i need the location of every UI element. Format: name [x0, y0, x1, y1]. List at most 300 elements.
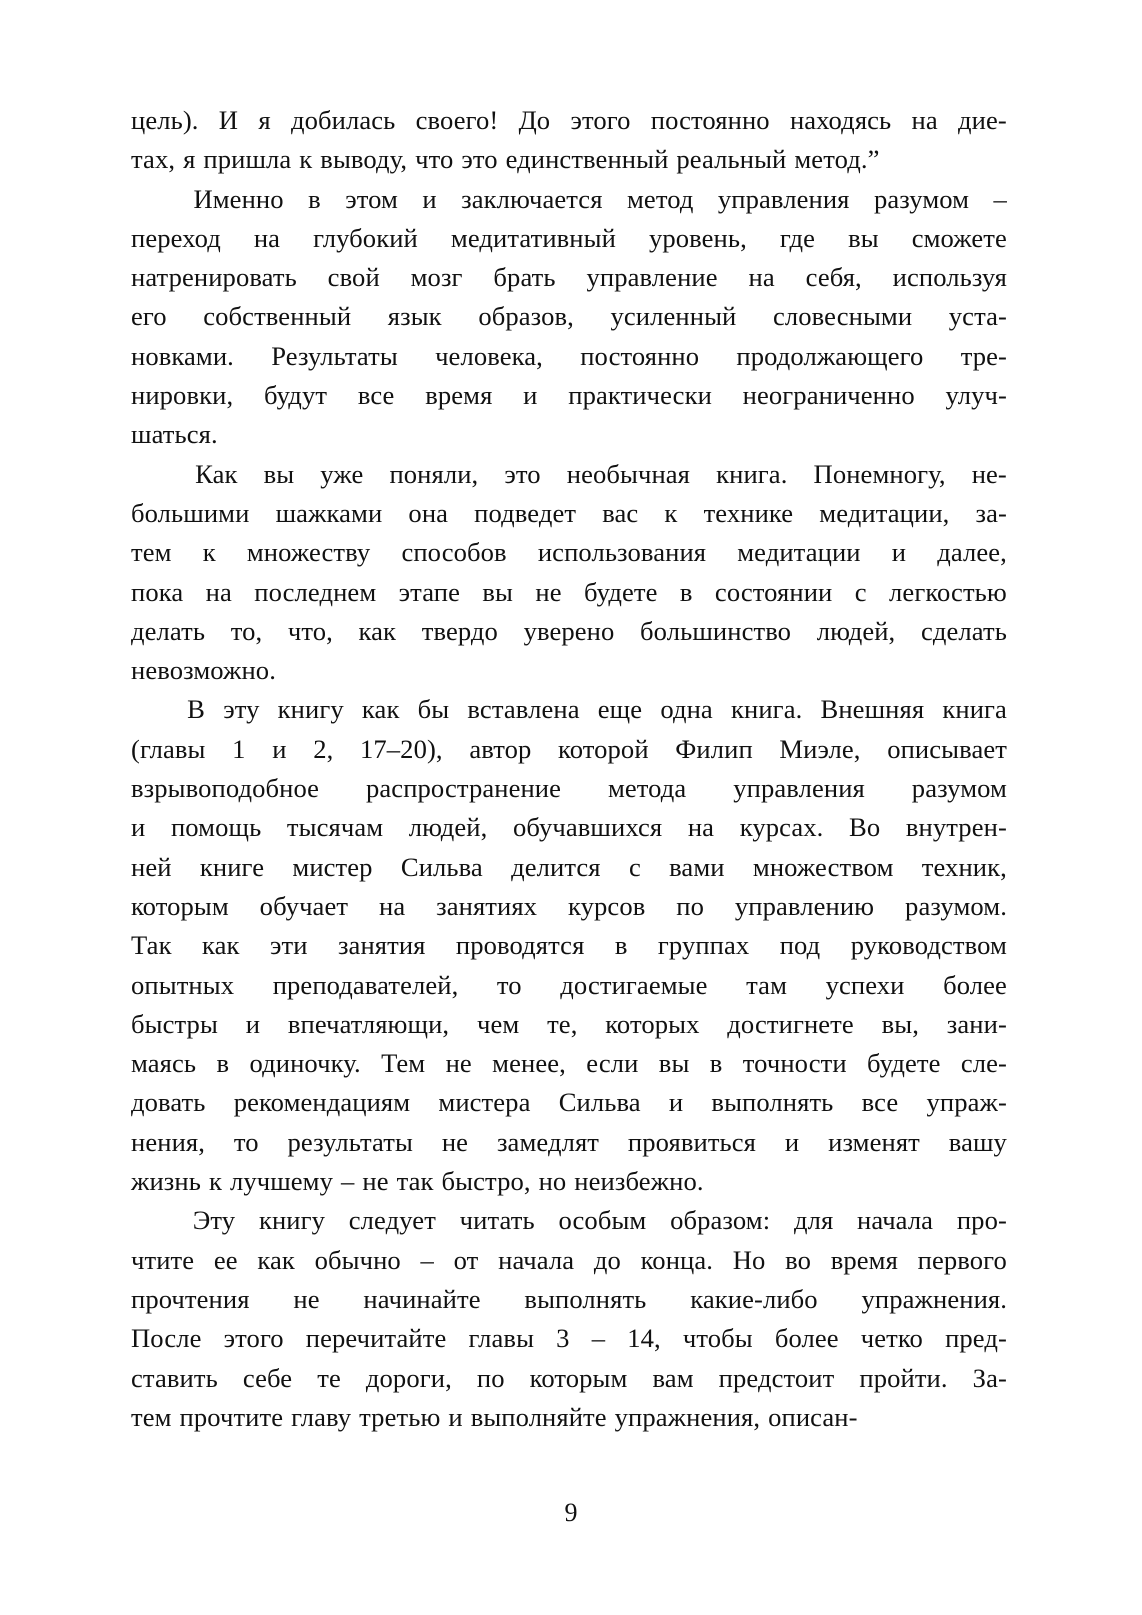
- word: в: [614, 930, 628, 961]
- word: медитации,: [819, 497, 950, 528]
- word: успехи: [825, 969, 905, 1000]
- word: которым: [529, 1362, 628, 1393]
- word: там: [746, 969, 788, 1000]
- word: эти: [269, 930, 308, 961]
- word: и: [668, 1087, 684, 1118]
- word: на: [687, 812, 715, 843]
- word: людей,: [816, 615, 896, 646]
- word: к: [664, 497, 678, 528]
- word: где: [779, 222, 816, 253]
- text-line: [131, 651, 1007, 690]
- word: выполнять: [524, 1283, 647, 1314]
- word: разумом: [911, 773, 1007, 804]
- word: книга.: [731, 694, 803, 725]
- word: обычно: [314, 1244, 401, 1275]
- word: неограниченно: [742, 380, 915, 411]
- word: язык: [387, 301, 442, 332]
- word: перечитайте: [305, 1323, 447, 1354]
- word: конца.: [640, 1244, 714, 1275]
- word: свой: [327, 262, 380, 293]
- word: взрывоподобное: [131, 773, 320, 804]
- word: использования: [537, 537, 707, 568]
- word: менее,: [492, 1048, 566, 1079]
- word: поняли,: [389, 458, 479, 489]
- text-line: [131, 180, 1007, 219]
- word: одна: [660, 694, 713, 725]
- word: тем: [131, 1401, 172, 1432]
- word: сможете: [911, 222, 1007, 253]
- word: вам: [652, 1362, 694, 1393]
- word: подведет: [474, 497, 577, 528]
- word: к: [208, 1166, 222, 1197]
- word: нения,: [131, 1126, 205, 1157]
- text-line: [131, 219, 1007, 258]
- word: более: [943, 969, 1007, 1000]
- text-line: [131, 258, 1007, 297]
- word: до: [593, 1244, 621, 1275]
- paragraph: [131, 690, 1007, 1201]
- word: продолжающего: [736, 340, 924, 371]
- word: тре-: [960, 340, 1007, 371]
- word: –: [420, 1244, 434, 1275]
- text-line: [131, 297, 1007, 336]
- word: нировки,: [131, 380, 234, 411]
- word: этого: [223, 1323, 284, 1354]
- word: жизнь: [131, 1166, 201, 1197]
- word: изменят: [828, 1126, 920, 1157]
- word: которых: [605, 1008, 700, 1039]
- word: Именно: [193, 183, 284, 214]
- word: достигаемые: [560, 969, 708, 1000]
- word: про-: [956, 1205, 1007, 1236]
- word: обучавшихся: [512, 812, 663, 843]
- word: распространение: [366, 773, 562, 804]
- word: выполняйте: [470, 1401, 607, 1432]
- word: неизбежно.: [574, 1166, 704, 1197]
- word: натренировать: [131, 262, 297, 293]
- word: какие-либо: [690, 1283, 818, 1314]
- word: во: [785, 1244, 811, 1275]
- word: которым: [131, 890, 229, 921]
- word: описывает: [887, 733, 1007, 764]
- word: делится: [511, 851, 601, 882]
- word: еще: [597, 694, 643, 725]
- text-line: [131, 140, 1007, 179]
- word: это: [504, 458, 541, 489]
- word: цель).: [131, 105, 199, 135]
- word: за-: [975, 497, 1007, 528]
- word: уровень,: [648, 222, 747, 253]
- word: и: [245, 1008, 261, 1039]
- word: прочтения: [131, 1283, 250, 1314]
- word: тем: [131, 537, 172, 568]
- word: большинство: [640, 615, 792, 646]
- word: как: [361, 694, 400, 725]
- word: книгу: [277, 694, 344, 725]
- word: 17–20),: [359, 733, 443, 764]
- word: разумом.: [905, 890, 1007, 921]
- word: образов,: [478, 301, 574, 332]
- word: на: [911, 105, 938, 135]
- word: Филип: [675, 733, 753, 764]
- word: образом:: [670, 1205, 771, 1236]
- word: результаты: [287, 1126, 413, 1157]
- word: 14,: [627, 1323, 661, 1354]
- word: множеством: [752, 851, 894, 882]
- word: упраж-: [926, 1087, 1007, 1118]
- word: особым: [558, 1205, 647, 1236]
- word: те,: [547, 1008, 578, 1039]
- word: и: [131, 812, 146, 843]
- word: Но: [732, 1244, 766, 1275]
- word: начинайте: [363, 1283, 481, 1314]
- word: читать: [459, 1205, 535, 1236]
- text-line: [131, 1241, 1007, 1280]
- word: Сильва: [400, 851, 483, 882]
- word: довать: [131, 1087, 206, 1118]
- word: руководством: [850, 930, 1007, 961]
- word: книга.: [716, 458, 788, 489]
- word: вы,: [881, 1008, 919, 1039]
- word: и: [784, 1126, 800, 1157]
- word: будут: [263, 380, 328, 411]
- text-line: [131, 1083, 1007, 1122]
- word: далее,: [937, 537, 1007, 568]
- word: автор: [469, 733, 532, 764]
- word: За-: [972, 1362, 1007, 1393]
- word: единственный: [505, 144, 669, 175]
- text-line: [131, 415, 1007, 454]
- text-line: [131, 573, 1007, 612]
- word: находясь: [789, 105, 892, 135]
- word: начала: [857, 1205, 934, 1236]
- word: множеству: [246, 537, 371, 568]
- word: Результаты: [271, 340, 398, 371]
- word: –: [591, 1323, 606, 1354]
- word: постоянно: [650, 105, 770, 135]
- text-line: [131, 376, 1007, 415]
- word: группах: [657, 930, 750, 961]
- word: занятия: [337, 930, 426, 961]
- word: будете: [584, 576, 658, 607]
- word: описан-: [768, 1401, 858, 1432]
- word: проявиться: [627, 1126, 757, 1157]
- word: замедлят: [496, 1126, 599, 1157]
- word: сле-: [960, 1048, 1007, 1079]
- word: быстры: [131, 1008, 218, 1039]
- word: вставлена: [467, 694, 580, 725]
- word: главы: [468, 1323, 535, 1354]
- word: уверено: [523, 615, 615, 646]
- word: большими: [131, 497, 250, 528]
- text-line: [131, 966, 1007, 1005]
- word: ней: [131, 851, 172, 882]
- word: вы: [658, 1048, 690, 1079]
- word: и: [891, 537, 907, 568]
- text-line: [131, 690, 1007, 729]
- word: мистер: [292, 851, 373, 882]
- word: я: [258, 105, 271, 135]
- word: твердо: [421, 615, 498, 646]
- word: проводятся: [455, 930, 585, 961]
- paragraph-indent: [131, 455, 169, 494]
- word: третью: [359, 1401, 441, 1432]
- word: обучает: [259, 890, 349, 921]
- word: под: [779, 930, 821, 961]
- word: себе: [242, 1362, 293, 1393]
- word: не: [293, 1283, 320, 1314]
- word: в: [679, 576, 693, 607]
- word: как: [202, 930, 240, 961]
- word: для: [793, 1205, 834, 1236]
- word: пока: [131, 576, 184, 607]
- paragraph: [131, 101, 1007, 180]
- word: от: [453, 1244, 479, 1275]
- word: этапе: [398, 576, 460, 607]
- word: не: [441, 1126, 469, 1157]
- word: с: [628, 851, 641, 882]
- word: пройти.: [859, 1362, 948, 1393]
- word: книга: [942, 694, 1007, 725]
- word: улуч-: [945, 380, 1007, 411]
- word: преподавателей,: [272, 969, 459, 1000]
- word: время: [425, 380, 493, 411]
- word: она: [408, 497, 449, 528]
- word: шажками: [275, 497, 383, 528]
- word: главу: [291, 1401, 352, 1432]
- word: Эту: [192, 1205, 236, 1236]
- word: и: [523, 380, 538, 411]
- word: начала: [498, 1244, 575, 1275]
- word: выводу,: [320, 144, 408, 175]
- word: то: [496, 969, 522, 1000]
- word: рекомендациям: [233, 1087, 411, 1118]
- word: все: [861, 1087, 899, 1118]
- text-line: [131, 101, 1007, 140]
- text-line: [131, 612, 1007, 651]
- word: метода: [607, 773, 687, 804]
- word: время: [830, 1244, 898, 1275]
- paragraph-indent: [131, 180, 169, 219]
- word: следует: [348, 1205, 436, 1236]
- word: техник,: [921, 851, 1007, 882]
- word: Тем: [381, 1048, 426, 1079]
- word: способов: [401, 537, 507, 568]
- text-line: [131, 533, 1007, 572]
- word: медитативный: [450, 222, 616, 253]
- text-line: [131, 1280, 1007, 1319]
- word: чтите: [131, 1244, 195, 1275]
- word: в: [308, 183, 321, 214]
- text-line: [131, 1398, 1007, 1437]
- word: четко: [860, 1323, 923, 1354]
- word: брать: [493, 262, 556, 293]
- word: тах,: [131, 144, 176, 175]
- word: это: [461, 144, 498, 175]
- word: уста-: [948, 301, 1007, 332]
- word: необычная: [566, 458, 691, 489]
- text-line: [131, 1359, 1007, 1398]
- word: легкостью: [889, 576, 1007, 607]
- word: заключается: [461, 183, 603, 214]
- word: шаться.: [131, 419, 218, 450]
- word: реальный: [676, 144, 787, 175]
- word: к: [202, 537, 216, 568]
- word: Миэле,: [779, 733, 861, 764]
- word: медитации: [737, 537, 861, 568]
- word: 3: [556, 1323, 570, 1354]
- word: пред-: [945, 1323, 1007, 1354]
- word: переход: [131, 222, 221, 253]
- text-line: [131, 1319, 1007, 1358]
- word: не-: [971, 458, 1007, 489]
- word: чем: [476, 1008, 520, 1039]
- word: помощь: [170, 812, 262, 843]
- word: на: [253, 222, 281, 253]
- word: те: [317, 1362, 341, 1393]
- word: Во: [849, 812, 881, 843]
- word: дие-: [958, 105, 1007, 135]
- word: состоянии: [714, 576, 833, 607]
- word: так: [396, 1166, 434, 1197]
- word: в: [216, 1048, 230, 1079]
- word: управления: [717, 183, 850, 214]
- word: Понемногу,: [813, 458, 946, 489]
- word: глубокий: [313, 222, 418, 253]
- text-line: [131, 730, 1007, 769]
- text-line: [131, 455, 1007, 494]
- text-line: [131, 1044, 1007, 1083]
- word: метод: [626, 183, 694, 214]
- word: Сильва: [558, 1087, 641, 1118]
- word: занятиях: [436, 890, 538, 921]
- word: как: [358, 615, 397, 646]
- word: достигнете: [727, 1008, 854, 1039]
- word: управление: [586, 262, 718, 293]
- paragraph: [131, 1201, 1007, 1437]
- word: собственный: [203, 301, 352, 332]
- word: Так: [131, 930, 172, 961]
- word: внутрен-: [905, 812, 1007, 843]
- word: вами: [669, 851, 725, 882]
- word: мозг: [410, 262, 463, 293]
- word: эту: [223, 694, 260, 725]
- paragraph: [131, 455, 1007, 691]
- word: последнем: [254, 576, 377, 607]
- word: После: [131, 1323, 202, 1354]
- word: на: [205, 576, 232, 607]
- word: не: [445, 1048, 472, 1079]
- paragraph-indent: [131, 1201, 169, 1240]
- word: одиночку.: [249, 1048, 361, 1079]
- word: себя,: [805, 262, 862, 293]
- word: людей,: [408, 812, 488, 843]
- word: этом: [345, 183, 398, 214]
- text-line: [131, 808, 1007, 847]
- text-line: [131, 848, 1007, 887]
- word: по: [676, 890, 705, 921]
- text-line: [131, 1201, 1007, 1240]
- word: 2,: [313, 733, 334, 764]
- word: курсах.: [739, 812, 824, 843]
- word: лучшему: [229, 1166, 334, 1197]
- word: не: [535, 576, 562, 607]
- text-line: [131, 337, 1007, 376]
- word: и: [272, 733, 287, 764]
- word: и: [448, 1401, 463, 1432]
- word: прочтите: [179, 1401, 284, 1432]
- word: маясь: [131, 1048, 197, 1079]
- word: будете: [867, 1048, 941, 1079]
- word: 1: [232, 733, 246, 764]
- word: бы: [417, 694, 450, 725]
- word: управлению: [734, 890, 875, 921]
- word: опытных: [131, 969, 235, 1000]
- word: которой: [558, 733, 649, 764]
- word: добилась: [290, 105, 396, 135]
- word: все: [357, 380, 395, 411]
- word: книгу: [258, 1205, 326, 1236]
- word: вашу: [948, 1126, 1007, 1157]
- word: первого: [917, 1244, 1007, 1275]
- word: постоянно: [580, 340, 700, 371]
- word: на: [378, 890, 406, 921]
- paragraph-indent: [131, 690, 169, 729]
- word: но: [538, 1166, 567, 1197]
- word: практически: [568, 380, 712, 411]
- word: вы: [482, 576, 513, 607]
- text-line: [131, 1162, 1007, 1201]
- word: уже: [320, 458, 364, 489]
- word: ее: [213, 1244, 238, 1275]
- word: В: [187, 694, 206, 725]
- text-column: [131, 101, 1007, 1437]
- word: словесными: [772, 301, 913, 332]
- word: Как: [195, 458, 238, 489]
- word: –: [993, 183, 1007, 214]
- word: как: [257, 1244, 295, 1275]
- word: точности: [742, 1048, 847, 1079]
- word: новками.: [131, 340, 234, 371]
- word: что,: [287, 615, 333, 646]
- text-line: [131, 1123, 1007, 1162]
- word: –: [340, 1166, 355, 1197]
- word: не: [362, 1166, 389, 1197]
- word: дороги,: [365, 1362, 452, 1393]
- word: своего!: [415, 105, 499, 135]
- word: делать: [131, 615, 206, 646]
- text-line: [131, 494, 1007, 533]
- word: пришла: [203, 144, 292, 175]
- word: впечатляющи,: [287, 1008, 450, 1039]
- word: этого: [570, 105, 631, 135]
- word: на: [748, 262, 775, 293]
- word: к: [299, 144, 313, 175]
- word: сделать: [920, 615, 1007, 646]
- word: в: [709, 1048, 723, 1079]
- word: управления: [733, 773, 865, 804]
- word: если: [586, 1048, 639, 1079]
- word: зани-: [946, 1008, 1007, 1039]
- word: (главы: [131, 733, 206, 764]
- word: И: [218, 105, 239, 135]
- word: с: [854, 576, 867, 607]
- word: Внешняя: [820, 694, 925, 725]
- word: ставить: [131, 1362, 218, 1393]
- text-line: [131, 926, 1007, 965]
- word: До: [518, 105, 551, 135]
- word: метод.”: [794, 144, 880, 175]
